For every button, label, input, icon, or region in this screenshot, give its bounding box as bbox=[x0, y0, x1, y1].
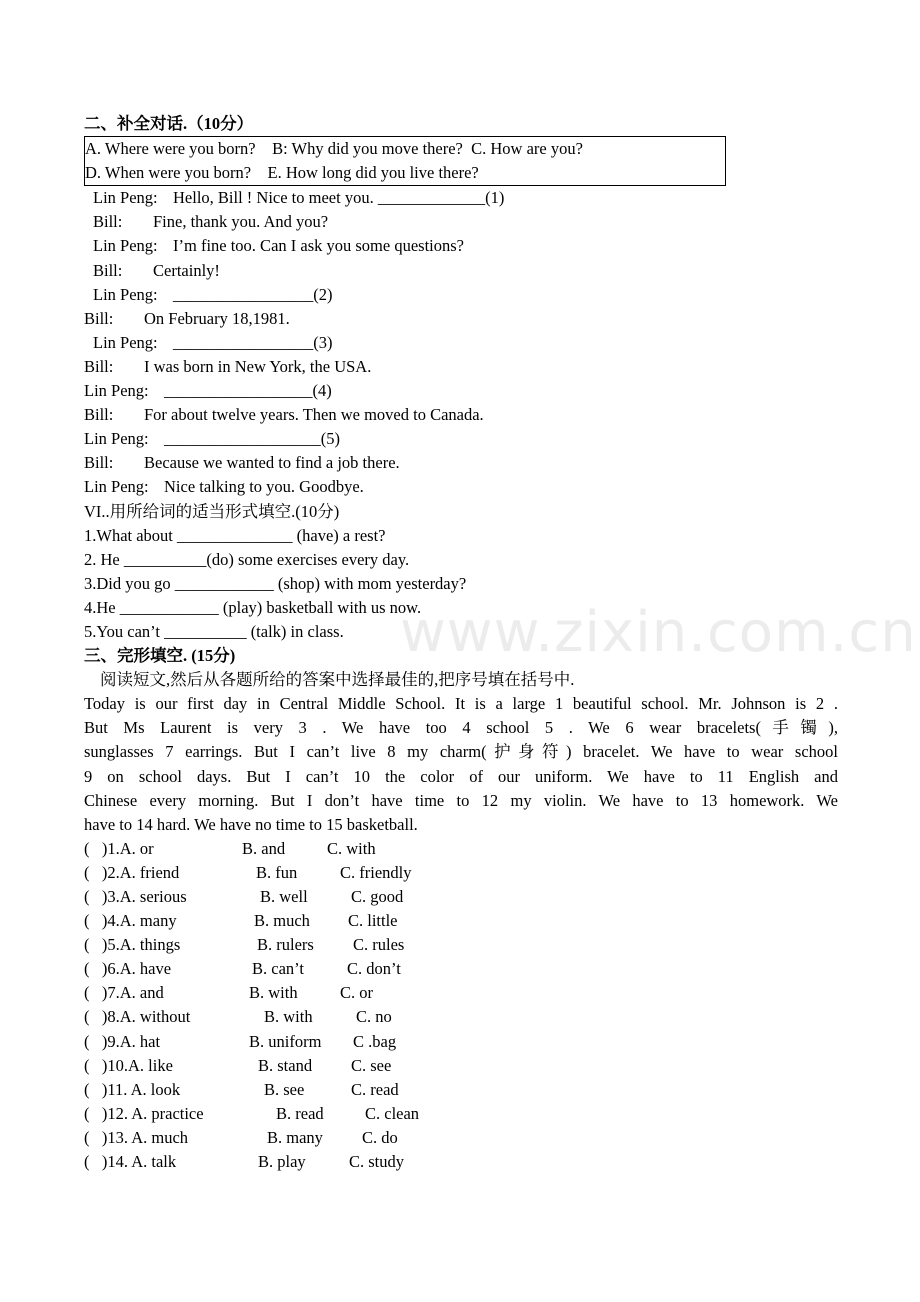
question-option-b: B. rulers bbox=[257, 935, 314, 955]
speaker: Bill: bbox=[84, 405, 114, 425]
speaker: Lin Peng: bbox=[84, 477, 149, 497]
dialogue-line bbox=[84, 403, 838, 427]
question-row bbox=[84, 837, 838, 861]
question-option-c: C. good bbox=[351, 887, 404, 906]
dialogue-text: _________________(3) bbox=[173, 332, 333, 352]
question-row bbox=[84, 909, 838, 933]
dialogue-line bbox=[84, 307, 838, 331]
question-option-c: C. read bbox=[351, 1079, 399, 1099]
section3-instruction: 阅读短文,然后从各题所给的答案中选择最佳的,把序号填在括号中. bbox=[100, 670, 575, 690]
dialogue-line bbox=[84, 451, 838, 475]
fill-item: 5.You can’t __________ (talk) in class. bbox=[84, 621, 344, 641]
question-option-a: ( )12. A. practice bbox=[84, 1103, 204, 1123]
dialogue-text: Nice talking to you. Goodbye. bbox=[164, 477, 364, 497]
passage-line: have to 14 hard. We have no time to 15 basketball. bbox=[84, 814, 418, 834]
fill-item: 2. He __________(do) some exercises every day. bbox=[84, 549, 410, 569]
question-option-b: B. play bbox=[258, 1152, 306, 1172]
dialogue-line bbox=[84, 283, 838, 307]
dialogue-text: _________________(2) bbox=[173, 284, 333, 304]
options-line: A. Where were you born? B: Why did you move there? C. How are you? bbox=[85, 139, 583, 159]
dialogue-line bbox=[84, 427, 838, 451]
dialogue-line bbox=[84, 186, 838, 210]
question-option-b: B. uniform bbox=[249, 1031, 322, 1051]
passage-line: sunglasses 7 earrings. But I can’t live 8 my charm(护身符) bracelet. We have to wear school bbox=[84, 742, 838, 762]
dialogue-text: ___________________(5) bbox=[164, 429, 340, 449]
question-option-b: B. read bbox=[276, 1103, 324, 1123]
exam-page bbox=[84, 112, 838, 1174]
question-option-a: ( )5.A. things bbox=[84, 935, 181, 955]
question-row bbox=[84, 885, 838, 909]
question-row bbox=[84, 981, 838, 1005]
question-option-a: ( )11. A. look bbox=[84, 1079, 181, 1099]
dialogue-line bbox=[84, 331, 838, 355]
options-line: D. When were you born? E. How long did you live there? bbox=[85, 163, 479, 183]
passage-line: 9 on school days. But I can’t 10 the color of our uniform. We have to 11 English and bbox=[84, 766, 838, 786]
speaker: Lin Peng: bbox=[93, 188, 158, 208]
question-option-b: B. well bbox=[260, 887, 308, 906]
question-option-c: C. little bbox=[348, 911, 398, 931]
question-option-c: C. see bbox=[351, 1055, 392, 1075]
speaker: Bill: bbox=[84, 453, 114, 473]
question-option-a: ( )10.A. like bbox=[84, 1055, 173, 1075]
question-option-a: ( )3.A. serious bbox=[84, 887, 187, 906]
question-option-c: C. no bbox=[356, 1007, 392, 1027]
question-row bbox=[84, 933, 838, 957]
question-option-b: B. stand bbox=[258, 1055, 313, 1075]
dialogue-text: I was born in New York, the USA. bbox=[144, 356, 372, 376]
question-option-a: ( )1.A. or bbox=[84, 838, 154, 858]
question-option-c: C. don’t bbox=[347, 959, 401, 979]
question-option-b: B. see bbox=[264, 1079, 305, 1099]
question-option-b: B. can’t bbox=[252, 959, 304, 979]
speaker: Lin Peng: bbox=[93, 284, 158, 304]
dialogue-text: I’m fine too. Can I ask you some questions? bbox=[173, 236, 464, 256]
question-option-c: C. clean bbox=[365, 1103, 420, 1123]
question-option-a: ( )9.A. hat bbox=[84, 1031, 161, 1051]
watermark: www.zixin.com.cn bbox=[400, 600, 917, 665]
speaker: Bill: bbox=[93, 212, 123, 232]
question-option-b: B. with bbox=[249, 983, 298, 1003]
dialogue-line bbox=[84, 234, 838, 258]
question-option-b: B. fun bbox=[256, 862, 298, 882]
dialogue-line bbox=[84, 475, 838, 499]
speaker: Bill: bbox=[84, 308, 114, 328]
question-option-c: C. with bbox=[327, 838, 376, 858]
question-option-b: B. with bbox=[264, 1007, 313, 1027]
question-option-a: ( )8.A. without bbox=[84, 1007, 191, 1027]
question-row bbox=[84, 1054, 838, 1078]
question-option-b: B. much bbox=[254, 911, 310, 931]
dialogue-text: Hello, Bill ! Nice to meet you. _____________(1) bbox=[173, 188, 505, 208]
passage-line: Chinese every morning. But I don’t have time to 12 my violin. We have to 13 homework. We bbox=[84, 790, 838, 810]
dialogue-text: __________________(4) bbox=[164, 381, 332, 401]
speaker: Lin Peng: bbox=[93, 236, 158, 256]
speaker: Bill: bbox=[93, 260, 123, 280]
question-option-c: C. friendly bbox=[340, 862, 412, 882]
dialogue-text: On February 18,1981. bbox=[144, 308, 290, 328]
question-option-a: ( )13. A. much bbox=[84, 1127, 189, 1147]
dialogue-line bbox=[84, 210, 838, 234]
speaker: Lin Peng: bbox=[84, 381, 149, 401]
dialogue bbox=[84, 186, 838, 499]
passage-line: Today is our first day in Central Middle School. It is a large 1 beautiful school. Mr. Johnson is 2 . bbox=[84, 694, 838, 714]
question-option-a: ( )14. A. talk bbox=[84, 1152, 177, 1172]
question-option-c: C. or bbox=[340, 983, 373, 1003]
speaker: Bill: bbox=[84, 356, 114, 376]
question-option-c: C. rules bbox=[353, 935, 405, 955]
dialogue-text: Certainly! bbox=[153, 260, 220, 280]
question-row bbox=[84, 1102, 838, 1126]
question-row bbox=[84, 1005, 838, 1029]
question-option-c: C .bag bbox=[353, 1031, 397, 1051]
question-row bbox=[84, 1150, 838, 1174]
fill-item: 4.He ____________ (play) basketball with us now. bbox=[84, 597, 422, 617]
question-row bbox=[84, 957, 838, 981]
question-row bbox=[84, 1078, 838, 1102]
dialogue-text: Fine, thank you. And you? bbox=[153, 212, 329, 232]
question-option-a: ( )2.A. friend bbox=[84, 862, 180, 882]
question-option-b: B. and bbox=[242, 838, 286, 858]
fill-item: 1.What about ______________ (have) a rest? bbox=[84, 525, 386, 545]
question-option-a: ( )6.A. have bbox=[84, 959, 172, 979]
speaker: Lin Peng: bbox=[84, 429, 149, 449]
options-box bbox=[84, 136, 726, 186]
dialogue-line bbox=[84, 355, 838, 379]
question-option-c: C. study bbox=[349, 1152, 405, 1172]
cloze-questions bbox=[84, 837, 838, 1174]
section2-title: 二、补全对话.（10分） bbox=[84, 114, 254, 133]
section6-title: VI..用所给词的适当形式填空.(10分) bbox=[84, 501, 340, 521]
question-option-c: C. do bbox=[362, 1127, 398, 1147]
fill-item: 3.Did you go ____________ (shop) with mom yesterday? bbox=[84, 573, 467, 593]
passage-line: But Ms Laurent is very 3 . We have too 4 school 5 . We 6 wear bracelets(手镯), bbox=[84, 718, 838, 738]
cloze-passage bbox=[84, 692, 838, 837]
question-row bbox=[84, 1030, 838, 1054]
dialogue-text: Because we wanted to find a job there. bbox=[144, 453, 400, 473]
question-option-b: B. many bbox=[267, 1127, 323, 1147]
speaker: Lin Peng: bbox=[93, 332, 158, 352]
dialogue-line bbox=[84, 259, 838, 283]
question-row bbox=[84, 861, 838, 885]
section3-title: 三、完形填空. (15分) bbox=[84, 646, 236, 666]
question-row bbox=[84, 1126, 838, 1150]
dialogue-text: For about twelve years. Then we moved to Canada. bbox=[144, 405, 484, 425]
question-option-a: ( )7.A. and bbox=[84, 983, 164, 1003]
question-option-a: ( )4.A. many bbox=[84, 911, 177, 931]
dialogue-line bbox=[84, 379, 838, 403]
